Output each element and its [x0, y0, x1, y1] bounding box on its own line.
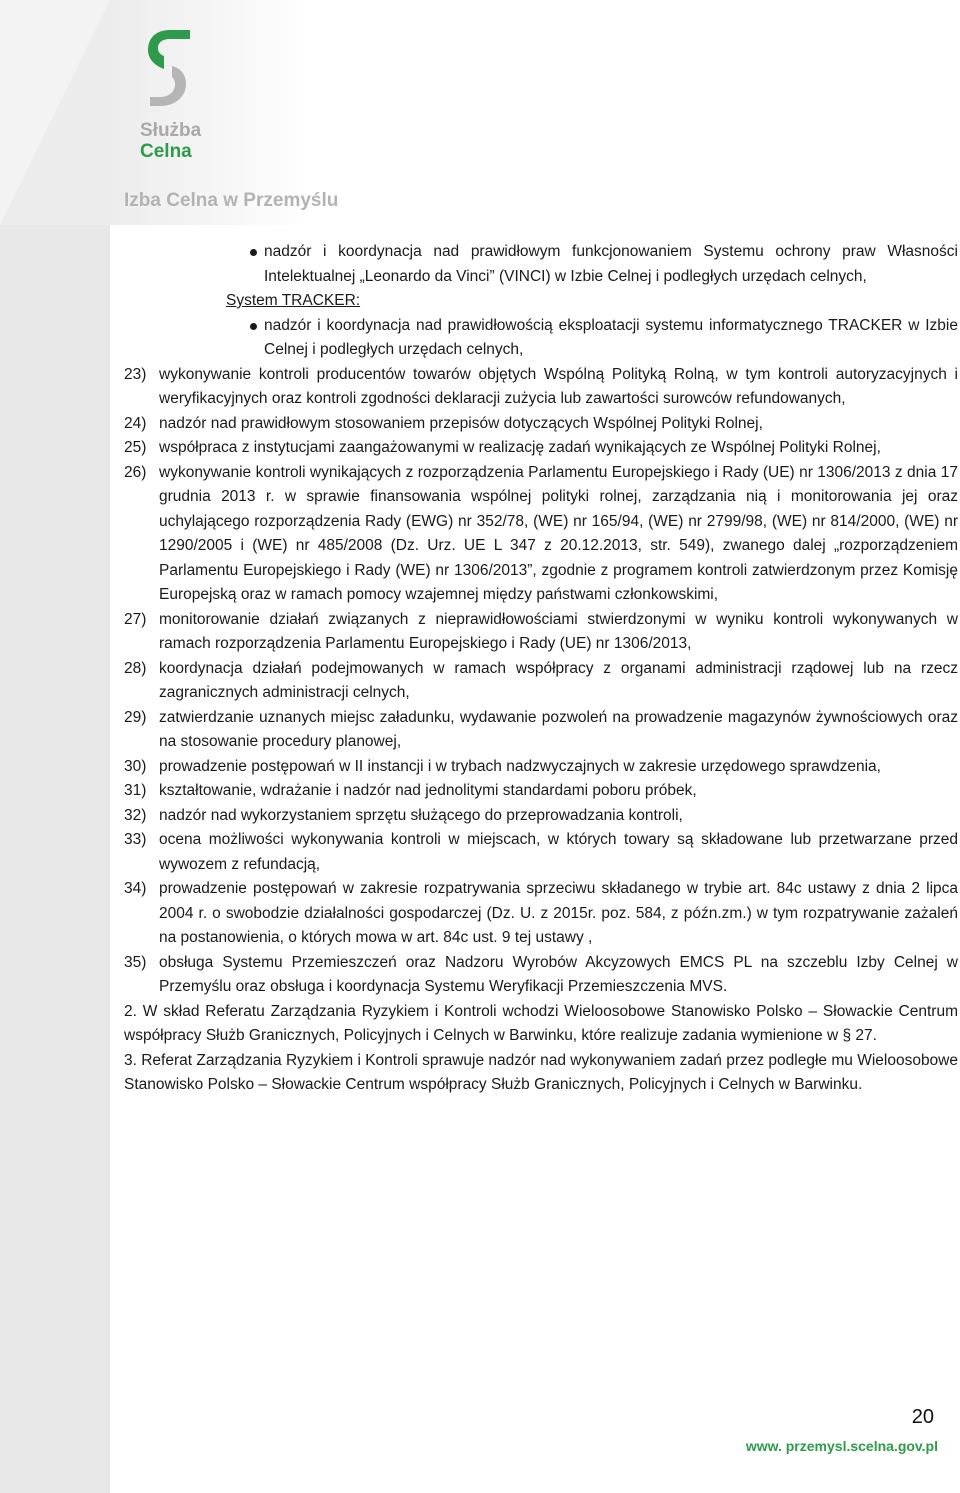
- list-item-text: wykonywanie kontroli wynikających z rozporządzenia Parlamentu Europejskiego i Rady (UE) nr 1306/2013 z dnia 17 grudnia 2013 r. w sprawie finansowania wspólnej polityki rolnej, zarządzania nią i monitorowania jej oraz uchylającego rozporządzenia Rady (EWG) nr 352/78, (WE) nr 165/94, (WE) nr 2799/98, (WE) nr 814/2000, (WE) nr 1290/2005 i (WE) nr 485/2008 (Dz. Urz. UE L 347 z 20.12.2013, str. 549), zwanego dalej „rozporządzeniem Parlamentu Europejskiego i Rady (WE) nr 1306/2013”, zgodnie z programem kontroli zatwierdzonym przez Komisję Europejską oraz w ramach pomocy wzajemnej między państwami członkowskimi,: [159, 463, 958, 603]
- list-item-text: prowadzenie postępowań w zakresie rozpatrywania sprzeciwu składanego w trybie art. 84c ustawy z dnia 2 lipca 2004 r. o swobodzie działalności gospodarczej (Dz. U. z 2015r. poz. 584, z późn.zm.) w tym rozpatrywanie zażaleń na postanowienia, o których mowa w art. 84c ust. 9 tej ustawy ,: [159, 880, 958, 946]
- list-item: [124, 779, 958, 804]
- list-item: [124, 412, 958, 437]
- list-item-number: 25): [124, 439, 147, 456]
- list-item-number: 32): [124, 806, 147, 824]
- list-item-text: kształtowanie, wdrażanie i nadzór nad jednolitymi standardami poboru próbek,: [159, 782, 697, 799]
- list-item-text: nadzór nad wykorzystaniem sprzętu służącego do przeprowadzania kontroli,: [159, 806, 683, 824]
- list-item-number: 28): [124, 659, 147, 677]
- list-item: [124, 877, 958, 951]
- list-item-text: zatwierdzanie uznanych miejsc załadunku, wydawanie pozwoleń na prowadzenie magazynów żywnościowych oraz na stosowanie procedury planowej,: [159, 708, 958, 750]
- paragraph-3: 3. Referat Zarządzania Ryzykiem i Kontroli sprawuje nadzór nad wykonywaniem zadań przez podległe mu Wieloosobowe Stanowisko Polsko – Słowackie Centrum współpracy Służb Granicznych, Policyjnych i Celnych w Barwinku.: [124, 1051, 958, 1093]
- list-item: [124, 657, 958, 706]
- list-item-number: 31): [124, 782, 147, 799]
- section-label-tracker: System TRACKER:: [226, 292, 361, 309]
- sluzba-celna-logo-icon: [142, 26, 198, 112]
- list-item-text: koordynacja działań podejmowanych w ramach współpracy z organami administracji rządowej lub na rzecz zagranicznych administracji celnych,: [159, 659, 958, 701]
- list-item: [124, 828, 958, 877]
- list-item-number: 29): [124, 708, 147, 726]
- footer-url-link[interactable]: www. przemysl.scelna.gov.pl: [745, 1438, 938, 1454]
- paragraph-2: 2. W skład Referatu Zarządzania Ryzykiem i Kontroli wchodzi Wieloosobowe Stanowisko Polsko – Słowackie Centrum współpracy Służb Granicznych, Policyjnych i Celnych w Barwinku, które realizuje zadania wymienione w § 27.: [124, 1002, 958, 1044]
- bullet-text: nadzór i koordynacja nad prawidłowością eksploatacji systemu informatycznego TRACKER w Izbie Celnej i podległych urzędach celnych,: [264, 316, 958, 358]
- list-item-text: ocena możliwości wykonywania kontroli w miejscach, w których towary są składowane lub przetwarzane przed wywozem z refundacją,: [159, 831, 958, 873]
- list-item-number: 24): [124, 414, 147, 432]
- list-item: [124, 804, 958, 829]
- list-item-number: 33): [124, 831, 147, 848]
- list-item-number: 26): [124, 463, 147, 481]
- list-item: [124, 608, 958, 657]
- bullet-item: [124, 314, 958, 363]
- list-item: [124, 461, 958, 608]
- list-item-number: 27): [124, 610, 147, 628]
- list-item-text: monitorowanie działań związanych z nieprawidłowościami stwierdzonymi w wyniku kontroli wykonywanych w ramach rozporządzenia Parlamentu Europejskiego i Rady (UE) nr 1306/2013,: [159, 610, 958, 652]
- page-number: 20: [911, 1406, 934, 1428]
- list-item-number: 34): [124, 880, 147, 897]
- list-item: [124, 436, 958, 461]
- list-item: [124, 706, 958, 755]
- list-item-number: 30): [124, 757, 147, 775]
- list-item-text: nadzór nad prawidłowym stosowaniem przepisów dotyczących Wspólnej Polityki Rolnej,: [159, 414, 763, 432]
- list-item-number: 35): [124, 953, 147, 971]
- list-item: [124, 363, 958, 412]
- logo-line2: Celna: [140, 141, 192, 162]
- list-item-text: prowadzenie postępowań w II instancji i w trybach nadzwyczajnych w zakresie urzędowego sprawdzenia,: [159, 757, 881, 775]
- bullet-icon: [250, 249, 257, 256]
- bullet-icon: [250, 323, 257, 330]
- list-item-text: wykonywanie kontroli producentów towarów objętych Wspólną Polityką Rolną, w tym kontroli autoryzacyjnych i weryfikacyjnych oraz kontroli zgodności deklaracji zużycia lub zawartości surowców refundowanych,: [159, 365, 958, 407]
- bullet-item: [124, 240, 958, 289]
- logo-wordmark: [140, 120, 260, 162]
- logo-line1: Służba: [140, 120, 202, 141]
- list-item-text: obsługa Systemu Przemieszczeń oraz Nadzoru Wyrobów Akcyzowych EMCS PL na szczeblu Izby Celnej w Przemyślu oraz obsługa i koordynacja Systemu Weryfikacji Przemieszczenia MVS.: [159, 953, 958, 995]
- bullet-text: nadzór i koordynacja nad prawidłowym funkcjonowaniem Systemu ochrony praw Własności Intelektualnej „Leonardo da Vinci” (VINCI) w Izbie Celnej i podległych urzędach celnych,: [264, 243, 958, 285]
- list-item: [124, 951, 958, 1000]
- sidebar-decoration: [0, 0, 110, 225]
- list-item: [124, 755, 958, 780]
- list-item-number: 23): [124, 365, 147, 383]
- list-item-text: współpraca z instytucjami zaangażowanymi w realizację zadań wynikających ze Wspólnej Polityki Rolnej,: [159, 439, 881, 456]
- document-body: [124, 240, 958, 1098]
- page-header-title: Izba Celna w Przemyślu: [124, 190, 339, 211]
